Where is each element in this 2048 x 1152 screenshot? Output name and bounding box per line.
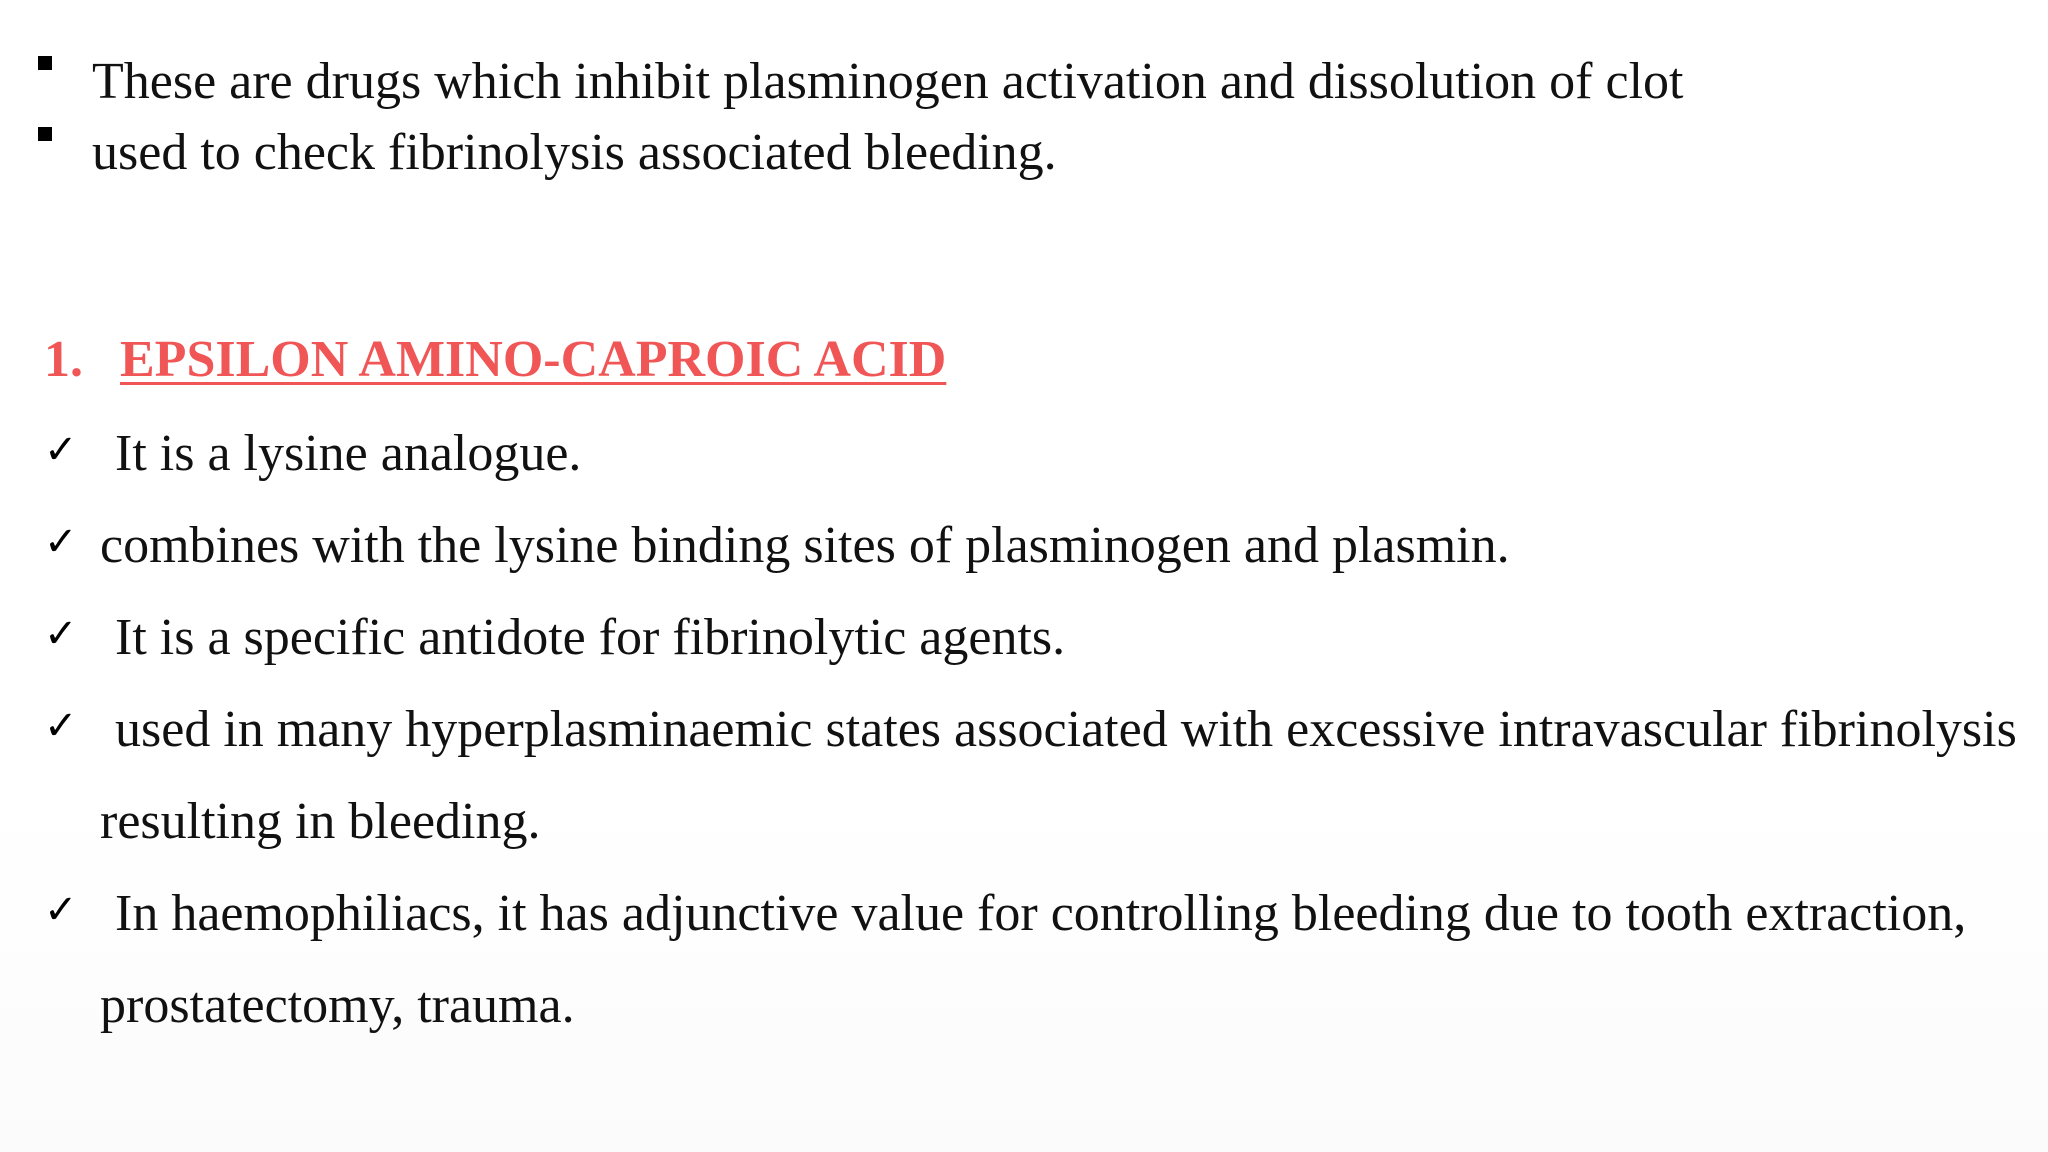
check-item-text: used in many hyperplasminaemic states associated with excessive intravascular fibrinolysis bbox=[115, 701, 2017, 758]
check-item-text-continued: resulting in bleeding. bbox=[100, 793, 541, 850]
section-number: 1. bbox=[44, 331, 83, 388]
check-item-text: In haemophiliacs, it has adjunctive value for controlling bleeding due to tooth extraction, bbox=[115, 885, 1967, 942]
section-title: EPSILON AMINO-CAPROIC ACID bbox=[120, 331, 947, 388]
checkmark-icon: ✓ bbox=[44, 427, 78, 473]
checkmark-icon: ✓ bbox=[44, 703, 78, 749]
check-item-text: combines with the lysine binding sites of plasminogen and plasmin. bbox=[100, 517, 1510, 574]
checkmark-icon: ✓ bbox=[44, 611, 78, 657]
check-item-text-continued: prostatectomy, trauma. bbox=[100, 977, 575, 1034]
checkmark-icon: ✓ bbox=[44, 519, 78, 565]
intro-bullet-text: used to check fibrinolysis associated bleeding. bbox=[92, 124, 1057, 181]
intro-bullet-text: These are drugs which inhibit plasminogen activation and dissolution of clot bbox=[92, 53, 1684, 110]
check-item-text: It is a specific antidote for fibrinolytic agents. bbox=[115, 609, 1066, 666]
checkmark-icon: ✓ bbox=[44, 887, 78, 933]
check-item-text: It is a lysine analogue. bbox=[115, 425, 582, 482]
square-bullet-icon bbox=[38, 56, 52, 70]
square-bullet-icon bbox=[38, 127, 52, 141]
